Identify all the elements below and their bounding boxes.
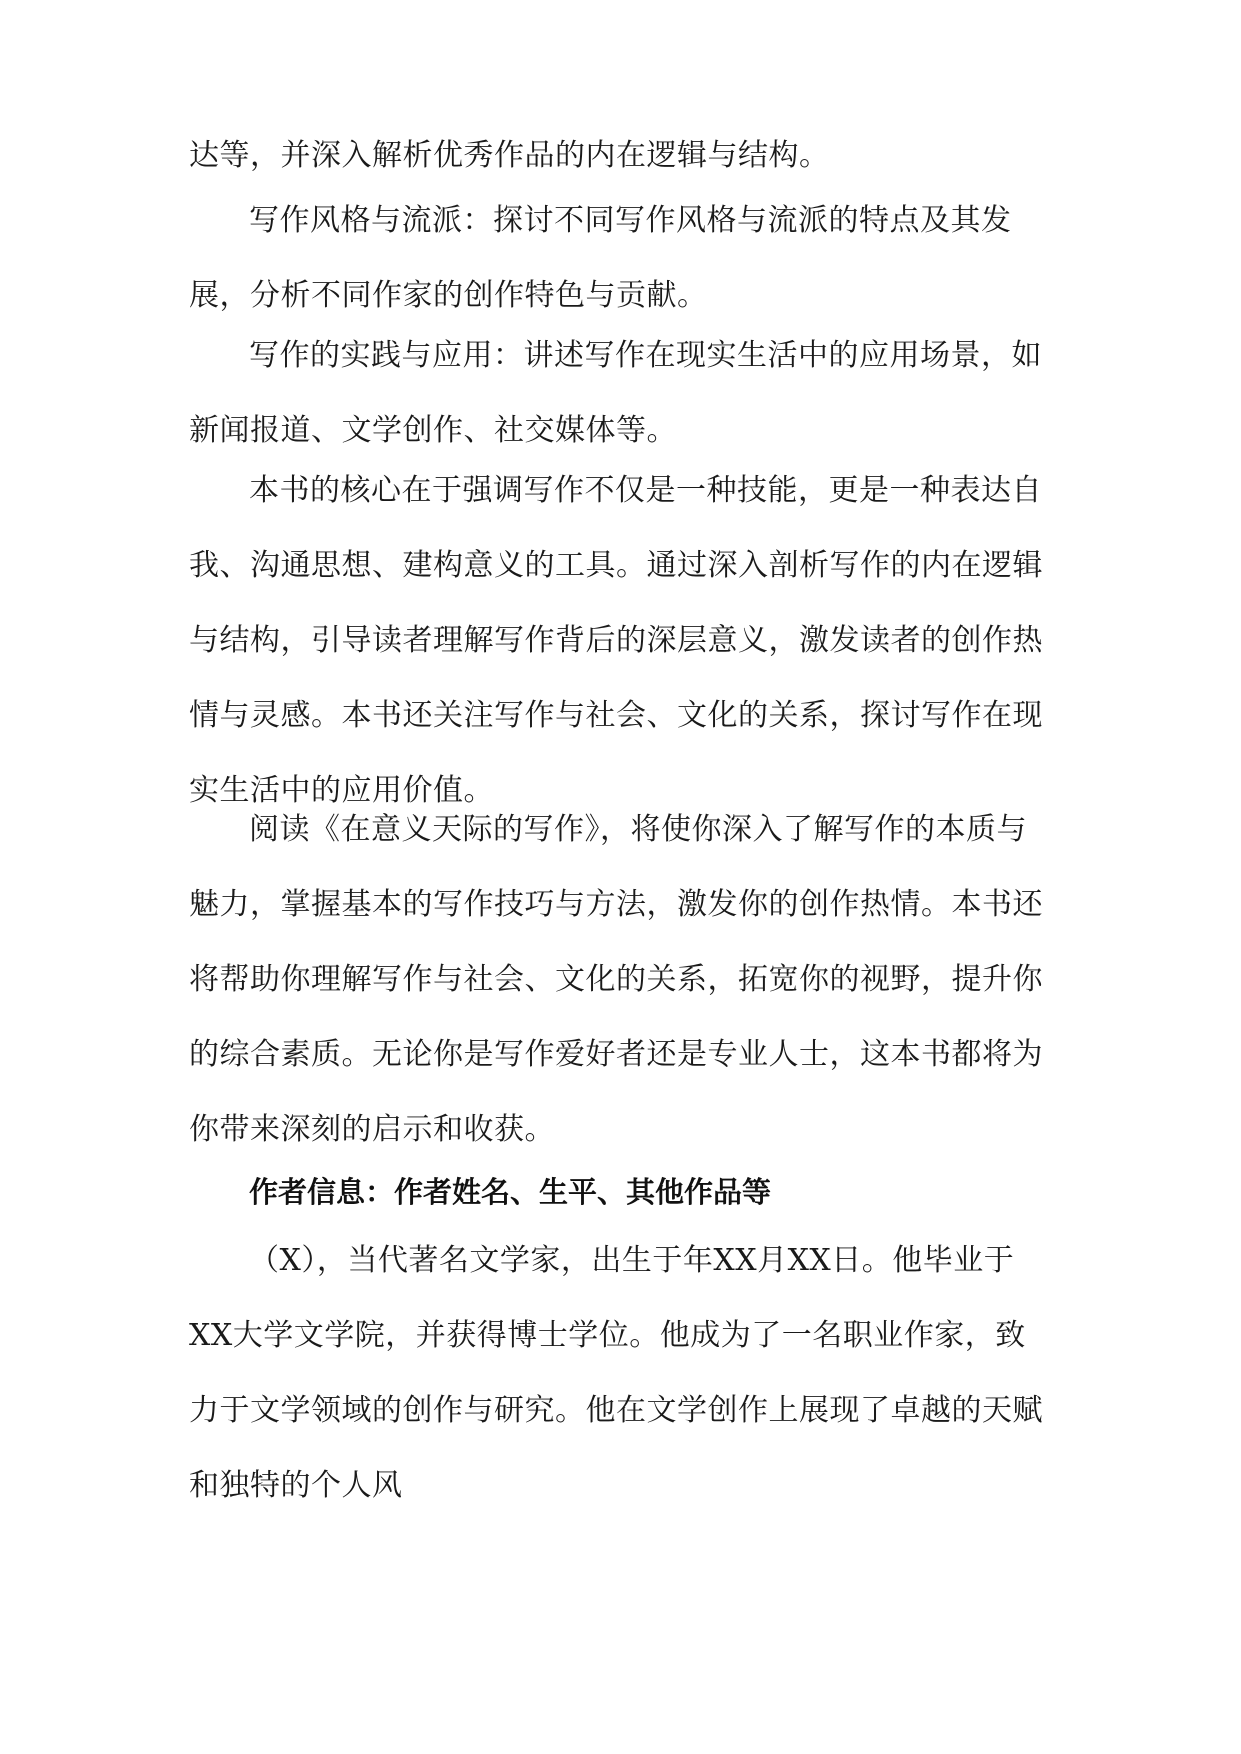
paragraph-author-bio: （X），当代著名文学家，出生于年XX月XX日。他毕业于XX大学文学院，并获得博士学位。他成为了一名职业作家，致力于文学领域的创作与研究。他在文学创作上展现了卓越的天赋和独特的个人风	[189, 1243, 1043, 1503]
paragraph-reading-benefits: 阅读《在意义天际的写作》，将使你深入了解写作的本质与魅力，掌握基本的写作技巧与方法，激发你的创作热情。本书还将帮助你理解写作与社会、文化的关系，拓宽你的视野，提升你的综合素质。无论你是写作爱好者还是专业人士，这本书都将为你带来深刻的启示和收获。	[189, 812, 1043, 1147]
paragraph-continuation: 达等，并深入解析优秀作品的内在逻辑与结构。	[189, 138, 830, 173]
paragraph-writing-practice: 写作的实践与应用：讲述写作在现实生活中的应用场景，如新闻报道、文学创作、社交媒体等。	[189, 338, 1042, 448]
paragraph-book-core: 本书的核心在于强调写作不仅是一种技能，更是一种表达自我、沟通思想、建构意义的工具。通过深入剖析写作的内在逻辑与结构，引导读者理解写作背后的深层意义，激发读者的创作热情与灵感。本书还关注写作与社会、文化的关系，探讨写作在现实生活中的应用价值。	[189, 473, 1043, 808]
paragraph-writing-styles: 写作风格与流派：探讨不同写作风格与流派的特点及其发展，分析不同作家的创作特色与贡献。	[189, 203, 1012, 313]
section-heading-author-info: 作者信息：作者姓名、生平、其他作品等	[249, 1175, 772, 1209]
